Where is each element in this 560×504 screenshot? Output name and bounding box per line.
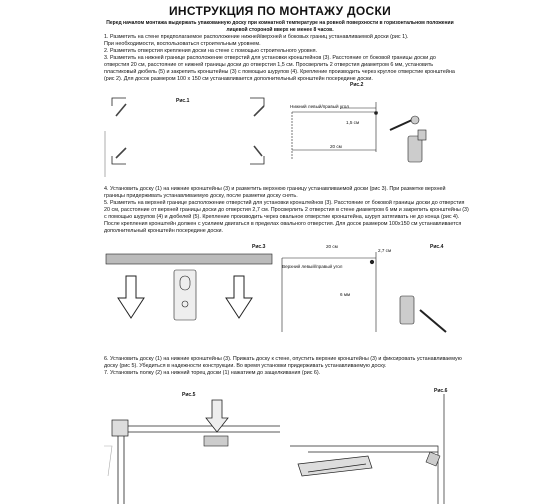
s1-line-7: (рис 2). Для досок размером 100 x 150 см устанавливается дополнительный кронштейн посередине доски. [104, 76, 373, 82]
fig-4-dim-horizontal: 20 см [326, 244, 338, 249]
fig-1-drawing [104, 86, 272, 178]
s2-line-5: с помощью шурупов (4) и дюбелей (5). Крепление производить через овальное отверстие кронштейна, шуруп затягивать не до конца (рис 4). [104, 214, 460, 220]
s2-line-6: После крепления кронштейн должен с усилием двигаться в пределах овального отверстия. Для досок размером 100x150 см устанавливается [104, 221, 462, 227]
fig-4-drawing [280, 240, 456, 340]
intro-line-2: лицевой стороной вверх не менее 8 часов. [226, 27, 334, 33]
s1-line-2: При необходимости, воспользоваться строительным уровнем. [104, 41, 261, 47]
s1-line-3: 2. Разметить отверстия крепления доски на стене с помощью строительного уровня. [104, 48, 318, 54]
page-title: ИНСТРУКЦИЯ ПО МОНТАЖУ ДОСКИ [168, 4, 392, 18]
fig-6-drawing [288, 386, 458, 504]
figure-3 [104, 240, 276, 340]
figure-5 [104, 386, 282, 504]
section-2-text [104, 186, 469, 235]
section-1-text [104, 34, 455, 83]
figure-4 [280, 240, 456, 340]
intro-line-1: Перед началом монтажа выдержать упакованную доску при комнатной температуре на ровной поверхности в горизонтальном положении [106, 20, 454, 26]
s2-line-1: 4. Установить доску (1) на нижние кронштейны (3) и разметить верхнюю границу устанавливаемой доски (рис 3). При разметке верхней [104, 186, 446, 192]
fig-1-label: Рис.1 [176, 98, 190, 104]
s1-line-5: отверстия 20 см, расстояние от нижней границы доски до отверстия 1,5 см. Просверлить 2 отверстия диаметром 6 мм, установить [104, 62, 434, 68]
s1-line-4: 3. Разметить на нижней границе расположение отверстий для установки кронштейнов (3). Расстояние от боковой границы доски до [104, 55, 436, 61]
figure-2 [280, 80, 456, 180]
s3-line-3: 7. Установить полку (2) на нижний торец доски (1) нажатием до защелкивания (рис 6). [104, 370, 321, 376]
fig-4-label: Рис.4 [430, 244, 444, 250]
s2-line-7: дополнительный кронштейн посередине доски. [104, 228, 223, 234]
fig-4-corner-label: Верхний левый/правый угол [282, 264, 343, 269]
fig-2-dim-horizontal: 20 см [330, 144, 342, 149]
s2-line-4: 20 см, расстояние от верхней границы доски до отверстия 2,7 см. Просверлить 2 отверстия в стене диаметром 6 мм и закрепить кронштейны (3) [104, 207, 469, 213]
section-3-text [104, 356, 462, 377]
fig-5-drawing [104, 386, 282, 504]
fig-2-corner-label: Нижний левый/правый угол [290, 104, 349, 109]
s3-line-1: 6. Установить доску (1) на нижние кронштейны (3). Прижать доску к стене, опустить верхние кронштейны (3) и фиксировать устанавливаемую [104, 356, 462, 362]
fig-3-label: Рис.3 [252, 244, 266, 250]
figure-1 [104, 86, 272, 178]
figure-6 [288, 386, 458, 504]
fig-2-label: Рис.2 [350, 82, 364, 88]
fig-4-diameter-label: 6 мм [340, 292, 351, 297]
fig-3-drawing [104, 240, 276, 340]
fig-6-label: Рис.6 [434, 388, 448, 394]
fig-2-drawing [280, 80, 456, 180]
s1-line-1: 1. Разметить на стене предполагаемое расположение нижней/верхней и боковых границ устанавливаемой доски (рис 1). [104, 34, 409, 40]
s2-line-2: границы придерживать устанавливаемую доску, после разметки доску снять. [104, 193, 298, 199]
s1-line-6: пластиковый дюбель (5) и закрепить кронштейны (3) с помощью шурупов (4). Крепление производить через круглое отверстие кронштейна [104, 69, 455, 75]
fig-5-label: Рис.5 [182, 392, 196, 398]
fig-2-dim-vertical: 1,5 см [346, 120, 360, 125]
s3-line-2: доску (рис 5). Убедиться в надежности конструкции. Во время установки придерживать устанавливаемую доску. [104, 363, 387, 369]
fig-4-dim-vertical: 2,7 см [378, 248, 392, 253]
s2-line-3: 5. Разметить на верхней границе расположение отверстий для установки кронштейнов (3). Расстояние от боковой границы доски до отверстия [104, 200, 465, 206]
